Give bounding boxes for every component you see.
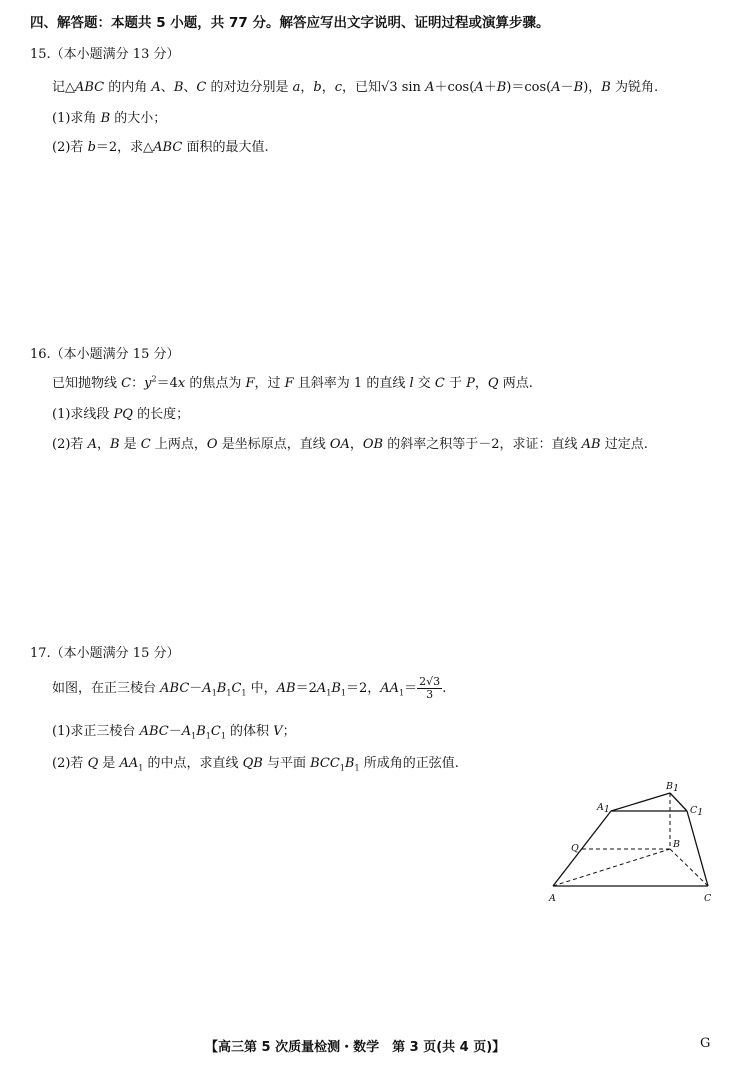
question-15-stem: 记△ABC 的内角 A、B、C 的对边分别是 a，b，c，已知√3 sin A＋cos(A＋B)＝cos(A－B)，B 为锐角.: [52, 80, 659, 95]
label-a: A: [549, 893, 556, 904]
label-c: C: [704, 893, 712, 904]
edge-c-c1: [687, 811, 708, 886]
question-16-stem: 已知抛物线 C：$y^2=4x$ 的焦点为 F，过 F 且斜率为 1 的直线 l 交 C 于 P，Q 两点.: [52, 374, 533, 391]
section-header: 四、解答题：本题共 5 小题，共 77 分。解答应写出文字说明、证明过程或演算步骤。: [30, 15, 550, 31]
label-q: Q: [571, 843, 579, 854]
fraction-aa1: $\frac{2√3}{3}$: [419, 675, 441, 701]
frustum-figure: [545, 775, 720, 910]
question-17-part-2: (2)若 Q 是 $AA_1$ 的中点，求直线 QB 与平面 $BCC_1B_1$ 所成角的正弦值.: [52, 756, 459, 773]
question-15-part-2: (2)若 b＝2，求△ABC 面积的最大值.: [52, 140, 269, 155]
edge-a-b: [553, 849, 670, 886]
edge-a1-b1: [611, 793, 670, 811]
question-15-number: 15.（本小题满分 13 分）: [30, 47, 180, 62]
label-b: B: [673, 839, 680, 850]
edge-b1-c1: [670, 793, 687, 811]
label-c1: C1: [690, 805, 704, 818]
question-16-part-2: (2)若 A，B 是 C 上两点，O 是坐标原点，直线 OA，OB 的斜率之积等于－2，求证：直线 AB 过定点.: [52, 437, 648, 452]
label-a1: A1: [597, 802, 610, 815]
corner-mark: G: [700, 1036, 711, 1051]
question-17-number: 17.（本小题满分 15 分）: [30, 646, 180, 661]
question-17-part-1: (1)求正三棱台 $ABC-A_1B_1C_1$ 的体积 V；: [52, 724, 296, 741]
question-16-number: 16.（本小题满分 15 分）: [30, 347, 180, 362]
question-16-part-1: (1)求线段 PQ 的长度；: [52, 407, 190, 422]
question-15-part-1: (1)求角 B 的大小；: [52, 111, 167, 126]
question-17-stem: 如图，在正三棱台 $ABC-A_1B_1C_1$ 中，$AB=2A_1B_1=2$，$AA_1=$ $\frac{2√3}{3}$ .: [52, 675, 447, 701]
label-b1: B1: [666, 781, 680, 794]
page-footer: 【高三第 5 次质量检测・数学 第 3 页(共 4 页)】: [205, 1040, 506, 1055]
